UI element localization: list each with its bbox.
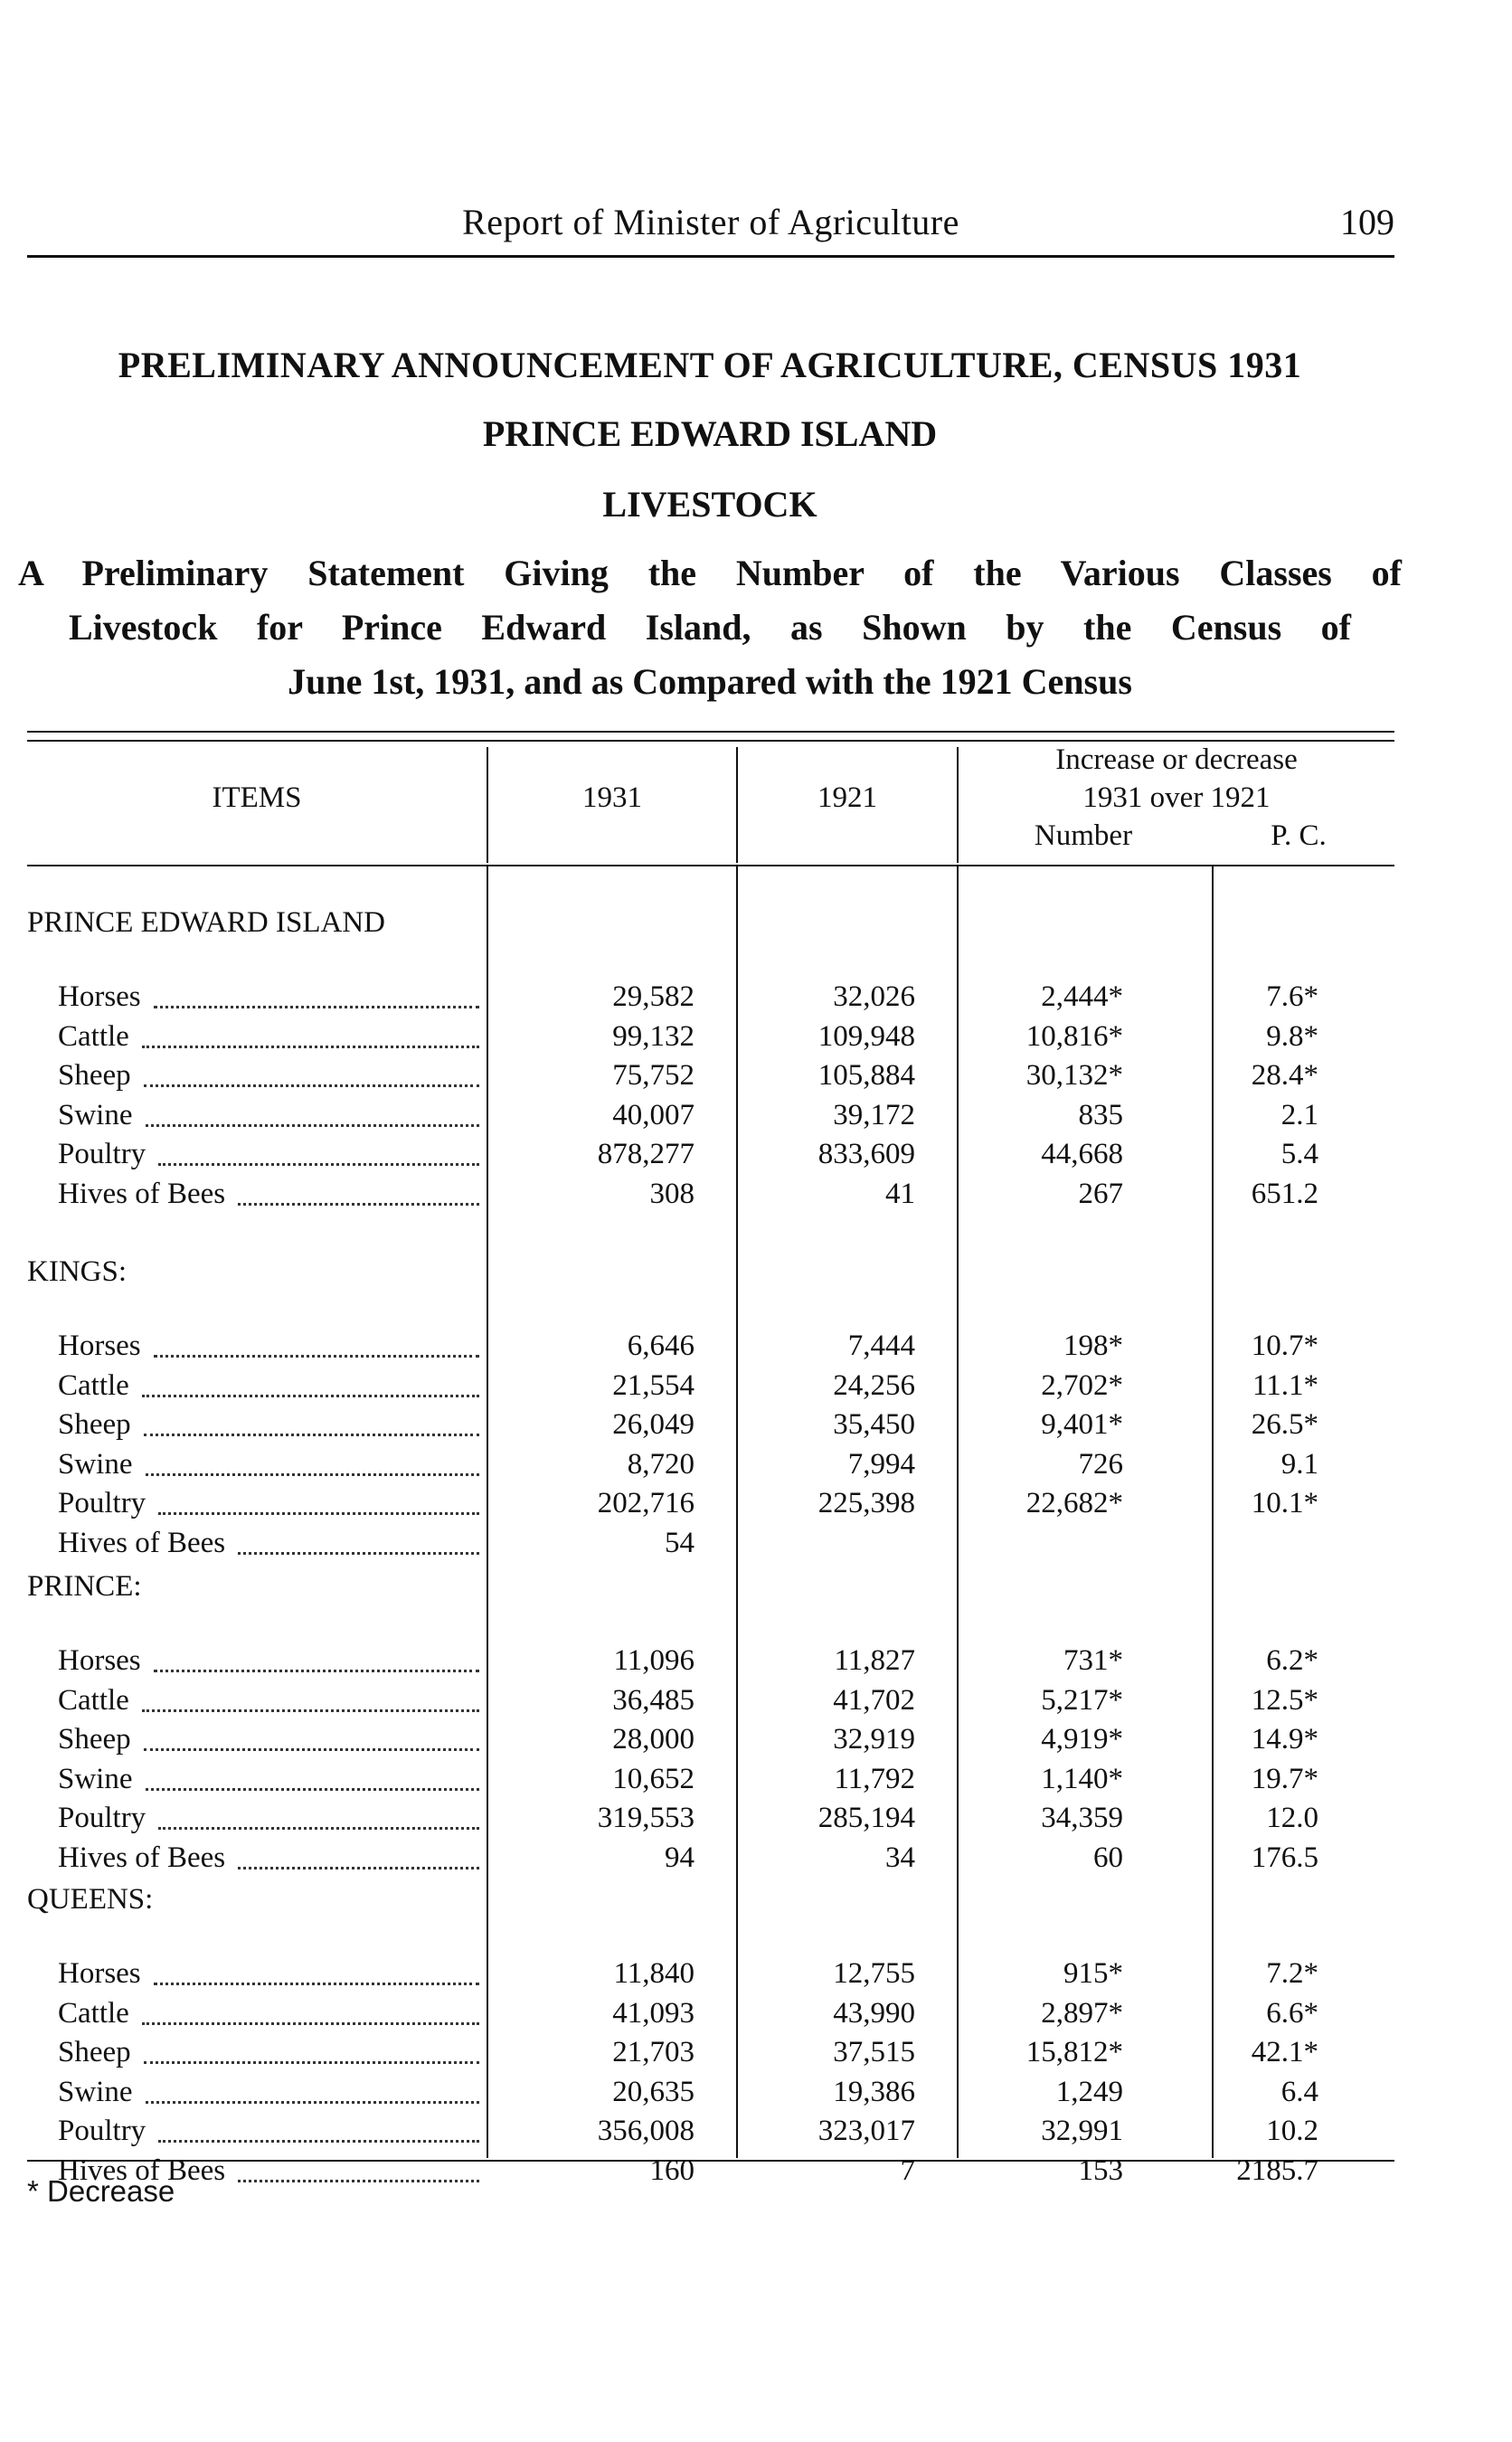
cell-y1931: 10,652	[612, 1763, 695, 1795]
cell-y1931: 99,132	[612, 1020, 695, 1053]
cell-pc: 12.0	[1266, 1802, 1318, 1834]
cell-number: 726	[1078, 1448, 1123, 1481]
cell-y1921: 7,994	[847, 1448, 915, 1481]
dot-leader	[142, 1709, 479, 1712]
cell-y1931: 878,277	[597, 1138, 695, 1170]
cell-y1921: 225,398	[817, 1487, 915, 1519]
cell-number: 15,812*	[1025, 2036, 1123, 2068]
cell-y1931: 94	[665, 1841, 695, 1874]
section-title: LIVESTOCK	[602, 484, 817, 525]
cell-pc: 9.1	[1280, 1448, 1318, 1481]
cell-number: 60	[1093, 1841, 1123, 1874]
cell-y1921: 43,990	[833, 1997, 915, 2030]
cell-pc: 651.2	[1251, 1178, 1318, 1210]
running-head	[27, 201, 1394, 255]
cell-pc: 6.6*	[1266, 1997, 1318, 2030]
row-item-label: Cattle	[58, 1684, 129, 1717]
header-change: Increase or decrease	[1055, 743, 1298, 776]
dot-leader	[146, 1788, 479, 1791]
row-item-label: Poultry	[58, 1487, 146, 1519]
main-title: PRELIMINARY ANNOUNCEMENT OF AGRICULTURE, CENSUS 1931	[118, 345, 1302, 385]
row-item-label: Swine	[58, 1099, 133, 1131]
cell-y1921: 19,386	[833, 2076, 915, 2108]
header-1931: 1931	[582, 781, 642, 814]
cell-number: 2,702*	[1041, 1369, 1123, 1402]
cell-y1931: 308	[649, 1178, 695, 1210]
dot-leader	[144, 1084, 479, 1087]
statement-line: Livestock for Prince Edward Island, as Shown by the Census of	[69, 607, 1351, 648]
cell-y1931: 356,008	[597, 2115, 695, 2147]
cell-pc: 6.2*	[1266, 1644, 1318, 1677]
cell-y1931: 8,720	[627, 1448, 695, 1481]
cell-pc: 9.8*	[1266, 1020, 1318, 1053]
cell-pc: 14.9*	[1251, 1723, 1318, 1756]
row-item-label: Cattle	[58, 1997, 129, 2030]
cell-y1921: 32,026	[833, 980, 915, 1013]
cell-y1931: 41,093	[612, 1997, 695, 2030]
cell-y1921: 7	[900, 2154, 915, 2187]
sub-title: PRINCE EDWARD ISLAND	[482, 413, 938, 454]
cell-y1921: 41,702	[833, 1684, 915, 1717]
dot-leader	[158, 2140, 479, 2143]
statement	[18, 546, 1402, 709]
cell-y1931: 160	[649, 2154, 695, 2187]
cell-y1931: 40,007	[612, 1099, 695, 1131]
group-label: QUEENS:	[27, 1883, 154, 1916]
cell-y1921: 109,948	[817, 1020, 915, 1053]
dot-leader	[142, 1395, 479, 1397]
table-header-rule	[27, 865, 1394, 866]
cell-number: 10,816*	[1025, 1020, 1123, 1053]
cell-y1931: 36,485	[612, 1684, 695, 1717]
page-number: 109	[1340, 202, 1394, 242]
cell-number: 22,682*	[1025, 1487, 1123, 1519]
cell-y1921: 7,444	[847, 1330, 915, 1362]
cell-number: 198*	[1063, 1330, 1123, 1362]
dot-leader	[158, 1163, 479, 1166]
cell-y1921: 11,792	[834, 1763, 915, 1795]
cell-number: 1,249	[1055, 2076, 1123, 2108]
dot-leader	[158, 1512, 479, 1515]
row-item-label: Hives of Bees	[58, 1841, 226, 1874]
cell-pc: 7.6*	[1266, 980, 1318, 1013]
cell-pc: 11.1*	[1252, 1369, 1318, 1402]
row-item-label: Cattle	[58, 1020, 129, 1053]
header-1921: 1921	[817, 781, 877, 814]
row-item-label: Poultry	[58, 1138, 146, 1170]
cell-y1931: 26,049	[612, 1408, 695, 1441]
dot-leader	[154, 1006, 479, 1008]
cell-y1931: 11,096	[613, 1644, 695, 1677]
cell-y1931: 54	[665, 1527, 695, 1559]
dot-leader	[144, 2061, 479, 2064]
cell-y1931: 21,703	[612, 2036, 695, 2068]
row-item-label: Swine	[58, 1763, 133, 1795]
cell-y1931: 21,554	[612, 1369, 695, 1402]
cell-number: 731*	[1063, 1644, 1123, 1677]
row-item-label: Hives of Bees	[58, 2154, 226, 2187]
cell-pc: 7.2*	[1266, 1957, 1318, 1990]
row-item-label: Sheep	[58, 2036, 131, 2068]
column-rule	[736, 866, 738, 2158]
cell-pc: 12.5*	[1251, 1684, 1318, 1717]
row-item-label: Poultry	[58, 2115, 146, 2147]
dot-leader	[238, 1203, 479, 1206]
dot-leader	[154, 1983, 479, 1985]
dot-leader	[158, 1827, 479, 1830]
dot-leader	[238, 1552, 479, 1555]
row-item-label: Sheep	[58, 1408, 131, 1441]
cell-number: 153	[1078, 2154, 1123, 2187]
row-item-label: Swine	[58, 2076, 133, 2108]
row-item-label: Sheep	[58, 1723, 131, 1756]
header-change-period: 1931 over 1921	[1082, 781, 1271, 814]
table-top-rule	[27, 740, 1394, 742]
cell-number: 2,897*	[1041, 1997, 1123, 2030]
cell-pc: 2.1	[1280, 1099, 1318, 1131]
cell-number: 34,359	[1041, 1802, 1123, 1834]
column-rule	[487, 866, 488, 2158]
row-item-label: Hives of Bees	[58, 1527, 226, 1559]
cell-number: 32,991	[1041, 2115, 1123, 2147]
cell-pc: 6.4	[1280, 2076, 1318, 2108]
cell-pc: 19.7*	[1251, 1763, 1318, 1795]
row-item-label: Sheep	[58, 1059, 131, 1092]
cell-pc: 42.1*	[1251, 2036, 1318, 2068]
cell-number: 4,919*	[1041, 1723, 1123, 1756]
header-rule	[27, 255, 1394, 258]
cell-number: 9,401*	[1041, 1408, 1123, 1441]
statement-line: A Preliminary Statement Giving the Number of the Various Classes of	[18, 553, 1402, 593]
cell-y1931: 29,582	[612, 980, 695, 1013]
cell-y1921: 11,827	[834, 1644, 915, 1677]
cell-pc: 176.5	[1251, 1841, 1318, 1874]
cell-number: 2,444*	[1041, 980, 1123, 1013]
row-item-label: Poultry	[58, 1802, 146, 1834]
cell-number: 267	[1078, 1178, 1123, 1210]
cell-y1921: 12,755	[833, 1957, 915, 1990]
cell-pc: 10.1*	[1251, 1487, 1318, 1519]
dot-leader	[142, 1046, 479, 1048]
cell-y1921: 285,194	[817, 1802, 915, 1834]
row-item-label: Swine	[58, 1448, 133, 1481]
header-pc: P. C.	[1271, 819, 1327, 852]
cell-y1921: 323,017	[817, 2115, 915, 2147]
cell-y1931: 202,716	[597, 1487, 695, 1519]
column-rule	[957, 866, 959, 2158]
cell-pc: 5.4	[1280, 1138, 1318, 1170]
table-bottom-rule	[27, 2160, 1394, 2162]
row-item-label: Horses	[58, 1957, 141, 1990]
row-item-label: Horses	[58, 1644, 141, 1677]
header-items: ITEMS	[212, 781, 302, 814]
cell-y1921: 833,609	[817, 1138, 915, 1170]
cell-y1921: 39,172	[833, 1099, 915, 1131]
cell-number: 30,132*	[1025, 1059, 1123, 1092]
row-item-label: Horses	[58, 980, 141, 1013]
dot-leader	[142, 2022, 479, 2025]
running-title: Report of Minister of Agriculture	[462, 202, 959, 242]
cell-number: 1,140*	[1041, 1763, 1123, 1795]
dot-leader	[146, 1473, 479, 1476]
dot-leader	[238, 2180, 479, 2182]
cell-number: 5,217*	[1041, 1684, 1123, 1717]
cell-y1931: 6,646	[627, 1330, 695, 1362]
cell-pc: 10.2	[1266, 2115, 1318, 2147]
dot-leader	[154, 1355, 479, 1358]
cell-pc: 2185.7	[1236, 2154, 1318, 2187]
table-top-rule	[27, 731, 1394, 733]
cell-y1921: 35,450	[833, 1408, 915, 1441]
cell-y1921: 32,919	[833, 1723, 915, 1756]
cell-y1931: 20,635	[612, 2076, 695, 2108]
cell-pc: 28.4*	[1251, 1059, 1318, 1092]
cell-y1931: 75,752	[612, 1059, 695, 1092]
cell-number: 915*	[1063, 1957, 1123, 1990]
row-item-label: Horses	[58, 1330, 141, 1362]
dot-leader	[146, 1124, 479, 1127]
cell-y1921: 105,884	[817, 1059, 915, 1092]
cell-y1921: 24,256	[833, 1369, 915, 1402]
cell-pc: 26.5*	[1251, 1408, 1318, 1441]
row-item-label: Hives of Bees	[58, 1178, 226, 1210]
cell-number: 44,668	[1041, 1138, 1123, 1170]
dot-leader	[144, 1434, 479, 1436]
cell-y1931: 28,000	[612, 1723, 695, 1756]
footnote: * Decrease	[27, 2174, 175, 2208]
column-rule	[1212, 866, 1214, 2158]
statement-line: June 1st, 1931, and as Compared with the 1921 Census	[288, 661, 1132, 702]
group-label: KINGS:	[27, 1255, 128, 1288]
dot-leader	[238, 1867, 479, 1869]
cell-y1931: 319,553	[597, 1802, 695, 1834]
group-label: PRINCE:	[27, 1570, 142, 1603]
header-number: Number	[1034, 819, 1133, 852]
dot-leader	[154, 1670, 479, 1672]
cell-y1921: 41	[885, 1178, 915, 1210]
cell-y1931: 11,840	[613, 1957, 695, 1990]
row-item-label: Cattle	[58, 1369, 129, 1402]
cell-number: 835	[1078, 1099, 1123, 1131]
cell-y1921: 34	[885, 1841, 915, 1874]
dot-leader	[144, 1748, 479, 1751]
cell-pc: 10.7*	[1251, 1330, 1318, 1362]
dot-leader	[146, 2101, 479, 2104]
cell-y1921: 37,515	[833, 2036, 915, 2068]
group-label: PRINCE EDWARD ISLAND	[27, 906, 385, 939]
